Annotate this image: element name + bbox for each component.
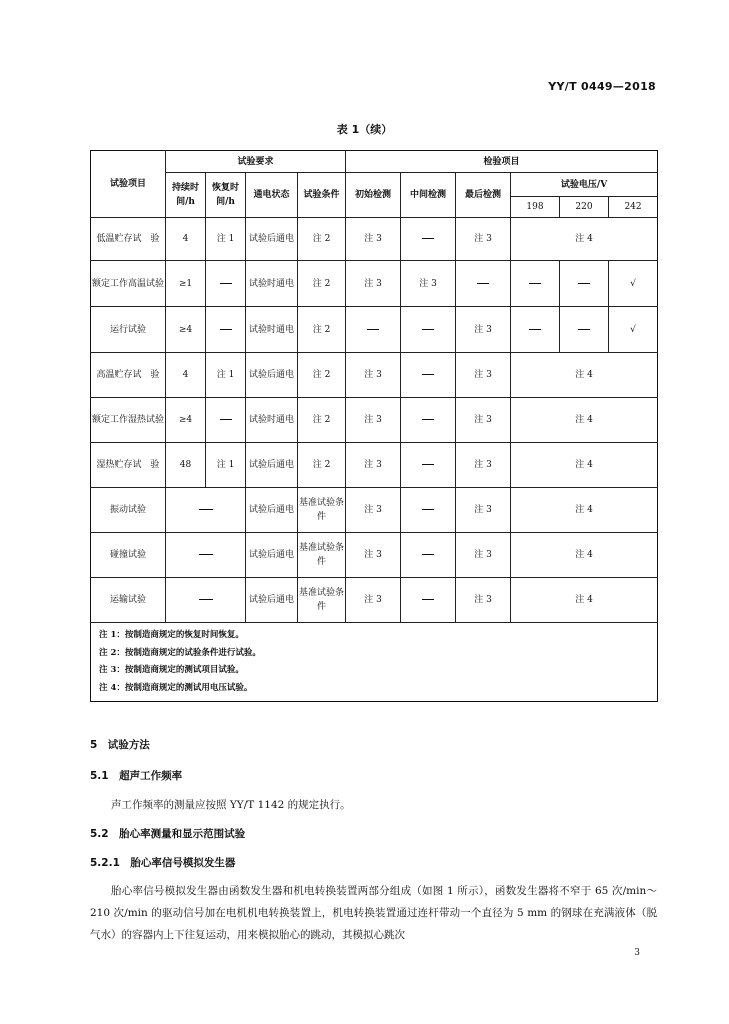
table-row: 运行试验 ≥4 试验时通电 注 2 注 3 √ — [91, 307, 658, 353]
header-middle: 中间检测 — [401, 173, 456, 218]
dash — [422, 554, 434, 555]
table-row: 额定工作高温试验 ≥1 试验时通电 注 2 注 3 注 3 √ — [91, 261, 658, 307]
table-row: 振动试验 试验后通电 基准试验条件 注 3 注 3 注 4 — [91, 488, 658, 533]
note-4: 注 4：按制造商规定的测试用电压试验。 — [99, 682, 253, 693]
header-power-state: 通电状态 — [246, 173, 298, 218]
dash — [199, 599, 213, 600]
dash — [422, 419, 434, 420]
header-duration: 持续时间/h — [166, 173, 206, 218]
header-initial: 初始检测 — [346, 173, 401, 218]
section-5-1-paragraph: 声工作频率的测量应按照 YY/T 1142 的规定执行。 — [111, 799, 351, 811]
table-caption: 表 1（续） — [336, 123, 393, 136]
standard-number: YY/T 0449—2018 — [548, 80, 656, 93]
note-1: 注 1：按制造商规定的恢复时间恢复。 — [99, 630, 244, 640]
dash — [578, 283, 590, 284]
dash — [477, 283, 489, 284]
header-recovery: 恢复时间/h — [206, 173, 246, 218]
dash — [220, 283, 232, 284]
section-5-heading: 5 试验方法 — [90, 739, 150, 751]
dash — [529, 283, 541, 284]
table-row: 高温贮存试 验 4 注 1 试验后通电 注 2 注 3 注 3 注 4 — [91, 353, 658, 398]
header-voltage: 试验电压/V — [511, 173, 658, 197]
note-3: 注 3：按制造商规定的测试项目试验。 — [99, 665, 244, 675]
dash — [199, 554, 213, 555]
dash — [529, 329, 541, 330]
voltage-242: 242 — [609, 197, 658, 218]
dash — [220, 329, 232, 330]
dash — [220, 419, 232, 420]
dash — [199, 509, 213, 510]
table-row: 运输试验 试验后通电 基准试验条件 注 3 注 3 注 4 — [91, 578, 658, 623]
dash — [422, 509, 434, 510]
table-row: 额定工作湿热试验 ≥4 试验时通电 注 2 注 3 注 3 注 4 — [91, 398, 658, 443]
note-2: 注 2：按制造商规定的试验条件进行试验。 — [99, 647, 261, 658]
dash — [422, 238, 434, 239]
table-row: 湿热贮存试 验 48 注 1 试验后通电 注 2 注 3 注 3 注 4 — [91, 443, 658, 488]
header-final: 最后检测 — [456, 173, 511, 218]
header-inspection: 检验项目 — [346, 151, 658, 173]
dash — [422, 329, 434, 330]
section-5-2-1-heading: 5.2.1 胎心率信号模拟发生器 — [90, 857, 236, 869]
test-table — [90, 150, 658, 702]
section-5-2-heading: 5.2 胎心率测量和显示范围试验 — [90, 828, 246, 840]
dash — [422, 374, 434, 375]
table-row: 碰撞试验 试验后通电 基准试验条件 注 3 注 3 注 4 — [91, 533, 658, 578]
voltage-220: 220 — [560, 197, 609, 218]
dash — [367, 329, 379, 330]
check-mark: √ — [609, 307, 658, 353]
dash — [422, 599, 434, 600]
section-5-1-heading: 5.1 超声工作频率 — [90, 770, 183, 782]
dash — [422, 464, 434, 465]
page-number: 3 — [634, 948, 640, 958]
check-mark: √ — [609, 261, 658, 307]
table-notes — [91, 623, 658, 702]
header-requirements: 试验要求 — [166, 151, 346, 173]
section-5-2-1-paragraph: 胎心率信号模拟发生器由函数发生器和机电转换装置两部分组成（如图 1 所示），函数发生器将不窄于 65 次/min～210 次/min 的驱动信号加在电机机电转换装置上，机电转换装置通过连杆带动一个直径为 5 mm 的钢球在充满液体（脱气水）的容器内上下往复运动，用来模拟胎心的跳动，其模拟心跳次 — [90, 885, 657, 941]
voltage-198: 198 — [511, 197, 560, 218]
table-row: 低温贮存试 验 4 注 1 试验后通电 注 2 注 3 注 3 注 4 — [91, 218, 658, 261]
header-test-item: 试验项目 — [91, 151, 166, 218]
dash — [578, 329, 590, 330]
header-condition: 试验条件 — [298, 173, 346, 218]
